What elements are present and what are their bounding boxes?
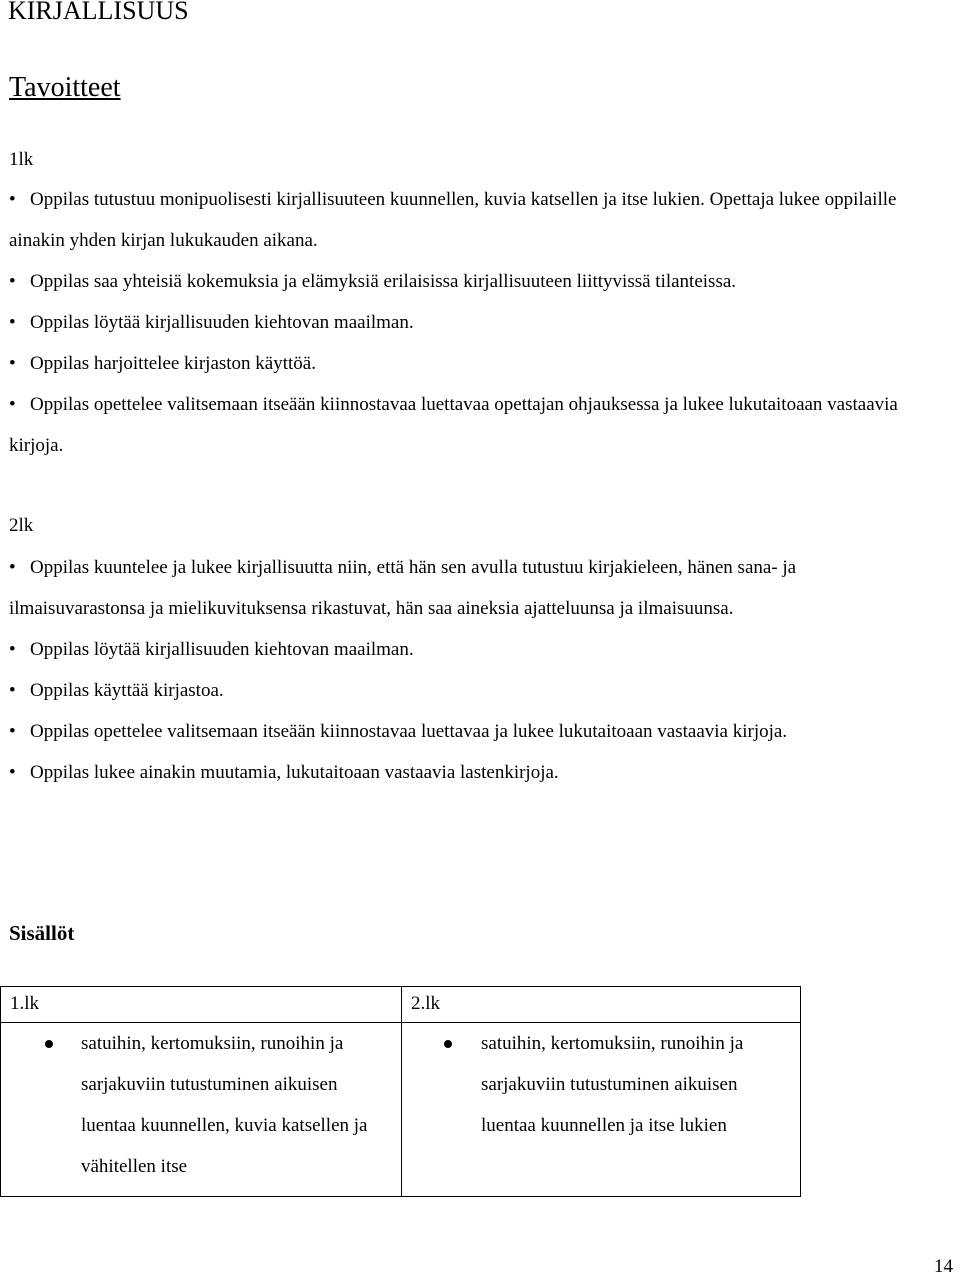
list-item-text: satuihin, kertomuksiin, runoihin ja sarjakuviin tutustuminen aikuisen luentaa kuunnellen ja itse lukien [481,1033,744,1136]
document-title: KIRJALLISUUS [8,0,189,25]
grade1-goals-list [9,179,929,466]
list-item-text: Oppilas opettelee valitsemaan itseään kiinnostavaa luettavaa ja lukee lukutaitoaan vastaavia kirjoja. [30,721,788,742]
list-item [9,343,929,384]
list-item [402,1023,791,1146]
bullet-icon: • [9,639,16,660]
grade1-label: 1lk [9,149,34,170]
list-item [9,261,929,302]
bullet-icon: • [9,762,16,783]
bullet-icon: • [9,557,16,578]
bullet-icon [444,1040,452,1048]
bullet-icon: • [9,394,16,415]
list-item-text: Oppilas harjoittelee kirjaston käyttöä. [30,353,316,374]
list-item-text: Oppilas lukee ainakin muutamia, lukutaitoaan vastaavia lastenkirjoja. [30,762,559,783]
bullet-icon: • [9,680,16,701]
list-item [9,384,929,466]
bullet-icon: • [9,189,16,210]
grade2-contents-list [402,1023,800,1146]
bullet-icon: • [9,271,16,292]
grade2-goals-list [9,547,929,793]
column-header-grade1: 1.lk [1,987,402,1023]
bullet-icon: • [9,312,16,333]
bullet-icon [45,1040,53,1048]
list-item-text: Oppilas löytää kirjallisuuden kiehtovan maailman. [30,312,414,333]
grade1-contents-cell [1,1023,402,1197]
contents-heading: Sisällöt [9,921,75,945]
page-number: 14 [934,1256,953,1277]
list-item [9,629,929,670]
list-item-text: Oppilas tutustuu monipuolisesti kirjallisuuteen kuunnellen, kuvia katsellen ja itse lukien. Opettaja lukee oppilaille ainakin yhden kirjan lukukauden aikana. [9,189,897,251]
contents-table [0,986,801,1197]
table-header-row [1,987,801,1023]
list-item-text: satuihin, kertomuksiin, runoihin ja sarjakuviin tutustuminen aikuisen luentaa kuunnellen, kuvia katsellen ja vähitellen itse [81,1033,368,1177]
goals-heading: Tavoitteet [9,72,121,103]
list-item-text: Oppilas saa yhteisiä kokemuksia ja elämyksiä erilaisissa kirjallisuuteen liittyvissä tilanteissa. [30,271,737,292]
grade2-label: 2lk [9,515,34,536]
grade1-contents-list [1,1023,401,1187]
list-item [9,711,929,752]
list-item-text: Oppilas löytää kirjallisuuden kiehtovan maailman. [30,639,414,660]
list-item [9,179,929,261]
list-item-text: Oppilas käyttää kirjastoa. [30,680,224,701]
bullet-icon: • [9,721,16,742]
list-item [1,1023,391,1187]
list-item [9,547,929,629]
list-item-text: Oppilas opettelee valitsemaan itseään kiinnostavaa luettavaa opettajan ohjauksessa ja lukee lukutaitoaan vastaavia kirjoja. [9,394,898,456]
table-row [1,1023,801,1197]
list-item-text: Oppilas kuuntelee ja lukee kirjallisuutta niin, että hän sen avulla tutustuu kirjakieleen, hänen sana- ja ilmaisuvarastonsa ja mielikuvituksensa rikastuvat, hän saa aineksia ajatteluunsa ja ilmaisuunsa. [9,557,797,619]
list-item [9,302,929,343]
column-header-grade2: 2.lk [402,987,801,1023]
grade2-contents-cell [402,1023,801,1197]
list-item [9,752,929,793]
bullet-icon: • [9,353,16,374]
list-item [9,670,929,711]
